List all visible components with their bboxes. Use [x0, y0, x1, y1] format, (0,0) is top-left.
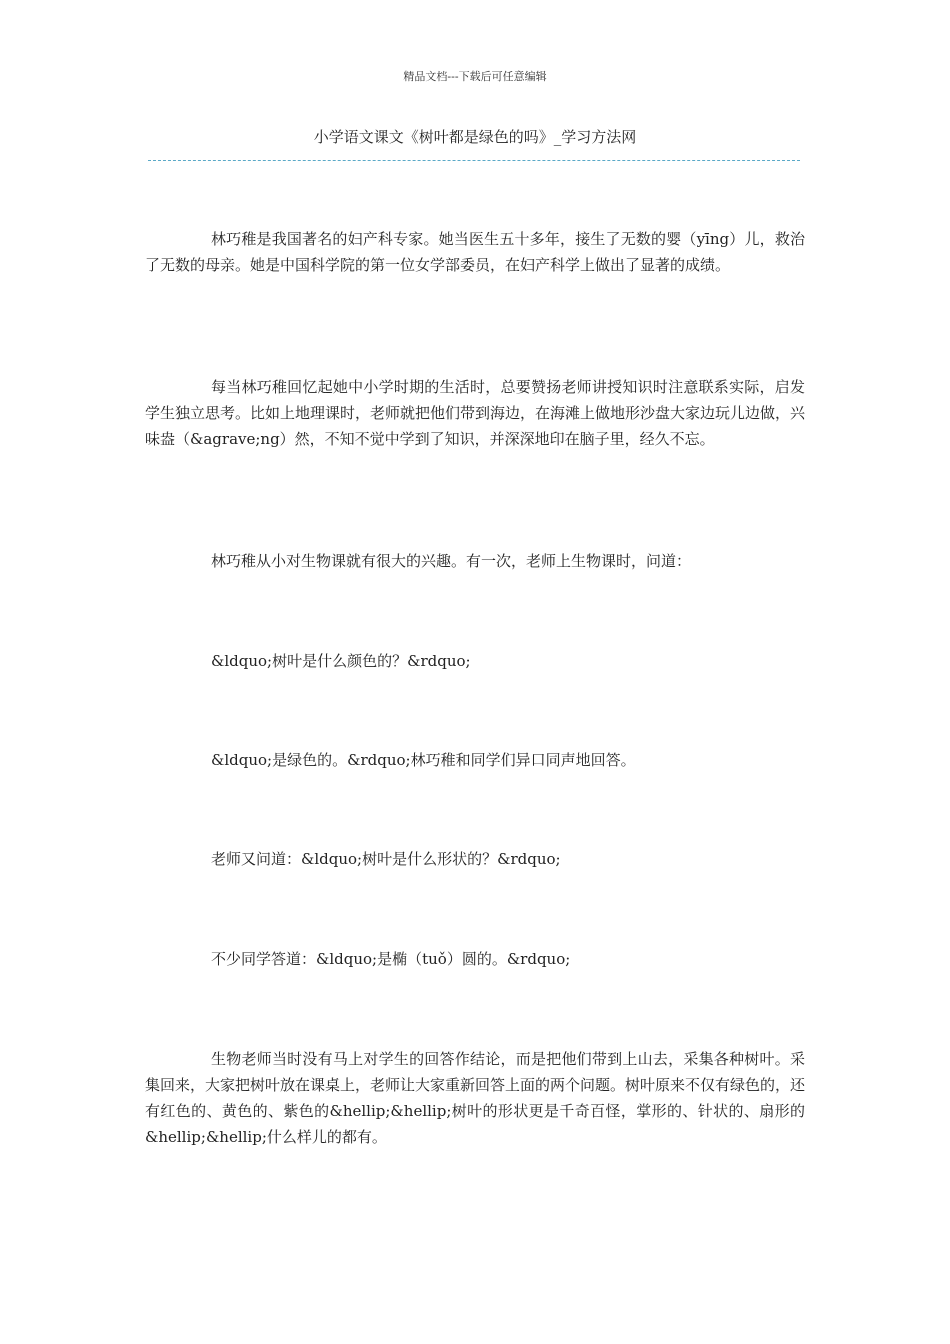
- paragraph: &ldquo;树叶是什么颜色的？&rdquo;: [211, 652, 471, 670]
- paragraph: 林巧稚从小对生物课就有很大的兴趣。有一次，老师上生物课时，问道：: [211, 552, 692, 570]
- header-note: 精品文档---下载后可任意编辑: [403, 70, 547, 83]
- paragraph: 不少同学答道：&ldquo;是椭（tuǒ）圆的。&rdquo;: [211, 950, 571, 968]
- document-title: 小学语文课文《树叶都是绿色的吗》_学习方法网: [313, 128, 637, 146]
- title-divider: [148, 160, 800, 161]
- paragraph: &ldquo;是绿色的。&rdquo;林巧稚和同学们异口同声地回答。: [211, 751, 636, 769]
- paragraph: 每当林巧稚回忆起她中小学时期的生活时，总要赞扬老师讲授知识时注意联系实际，启发学生独立思考。比如上地理课时，老师就把他们带到海边，在海滩上做地形沙盘大家边玩儿边做，兴味盎（&agrave;ng）然，不知不觉中学到了知识，并深深地印在脑子里，经久不忘。: [145, 378, 806, 448]
- paragraph: 老师又问道：&ldquo;树叶是什么形状的？&rdquo;: [211, 850, 561, 868]
- paragraph: 生物老师当时没有马上对学生的回答作结论，而是把他们带到上山去，采集各种树叶。采集回来，大家把树叶放在课桌上，老师让大家重新回答上面的两个问题。树叶原来不仅有绿色的，还有红色的、黄色的、紫色的&hellip;&hellip;树叶的形状更是千奇百怪，掌形的、针状的、扇形的&hellip;&hellip;什么样儿的都有。: [145, 1050, 806, 1146]
- paragraph: 林巧稚是我国著名的妇产科专家。她当医生五十多年，接生了无数的婴（yīng）儿，救治了无数的母亲。她是中国科学院的第一位女学部委员，在妇产科学上做出了显著的成绩。: [145, 230, 805, 274]
